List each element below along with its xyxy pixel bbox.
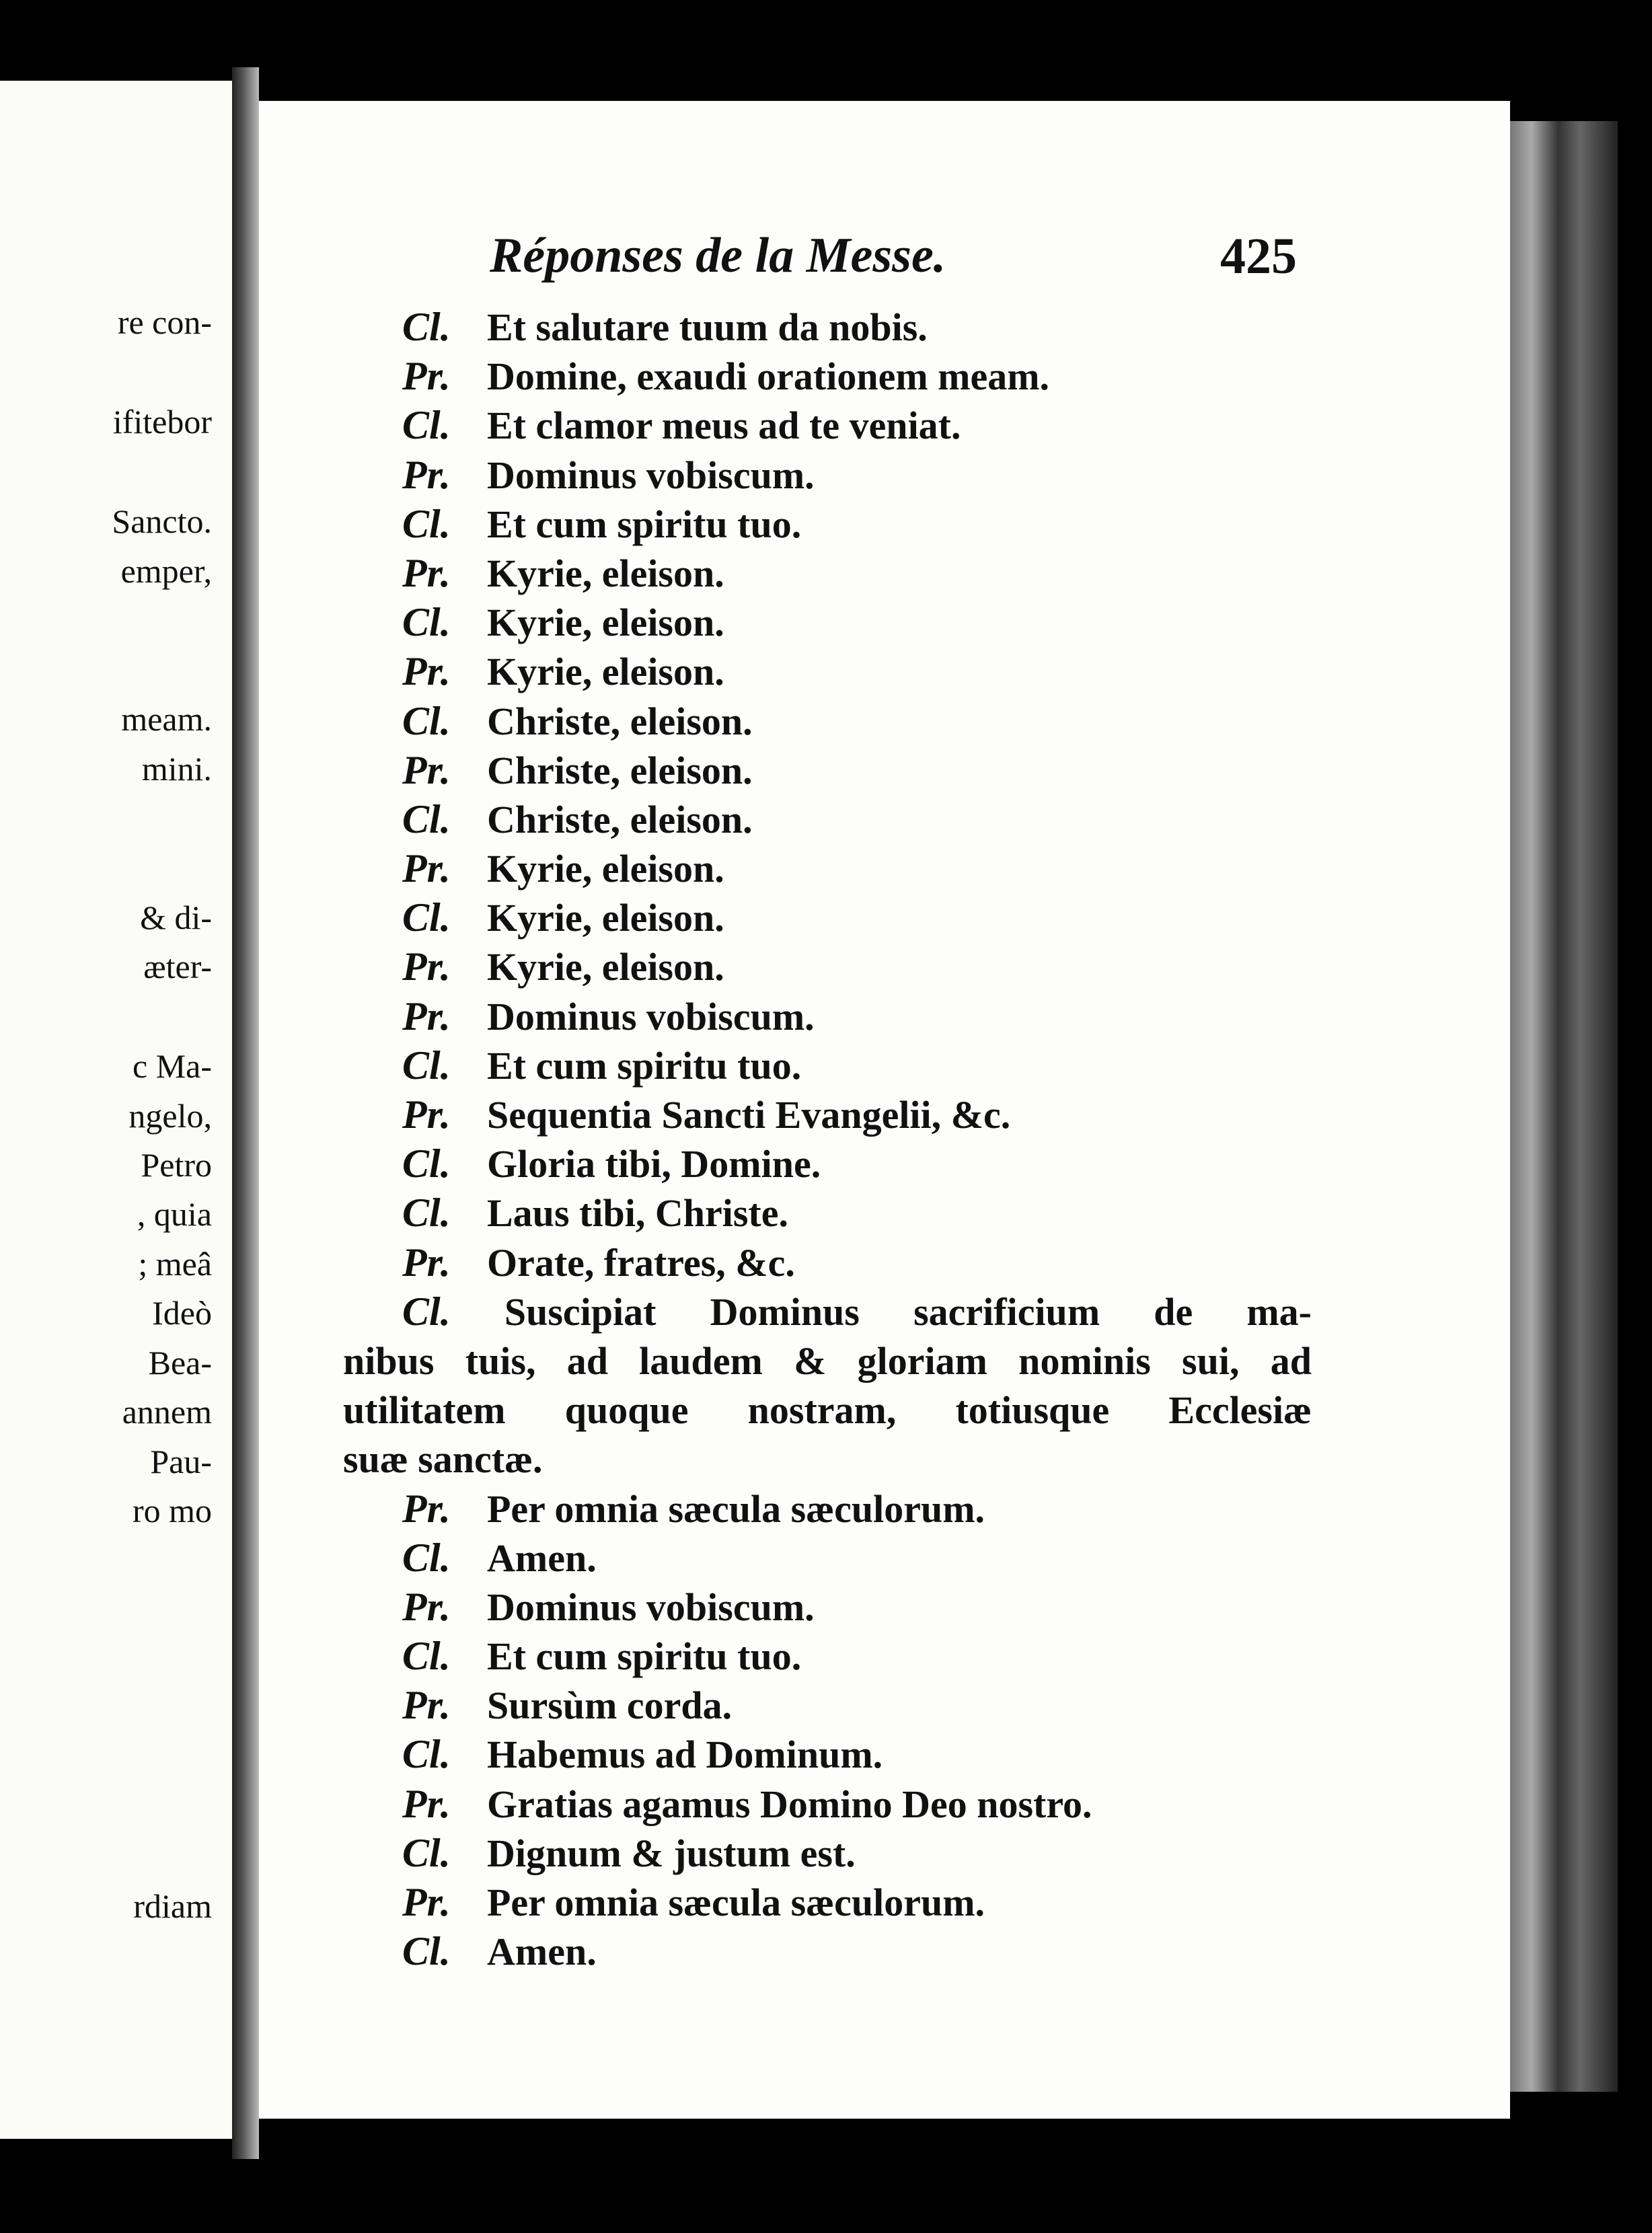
response-line — [343, 1139, 1312, 1188]
speaker-label: Pr. — [402, 550, 451, 595]
speaker-label: Pr. — [402, 1683, 451, 1728]
left-page-fragment: mini. — [141, 750, 212, 788]
left-page-fragment: Ideò — [152, 1294, 212, 1332]
response-line — [343, 1632, 1312, 1681]
left-page-fragment: , quia — [137, 1195, 212, 1233]
response-text: Kyrie, eleison. — [487, 551, 724, 595]
suscipiat-line — [343, 1287, 1312, 1336]
response-line — [343, 549, 1312, 598]
speaker-label: Cl. — [402, 305, 451, 349]
response-text: Dominus vobiscum. — [487, 1585, 815, 1629]
speaker-label: Pr. — [402, 1486, 451, 1531]
response-line — [343, 942, 1312, 991]
response-line — [343, 1681, 1312, 1730]
response-text: Et cum spiritu tuo. — [487, 1634, 802, 1679]
response-text: Christe, eleison. — [487, 699, 753, 743]
left-page-fragment: rdiam — [133, 1887, 212, 1925]
response-line — [343, 992, 1312, 1041]
speaker-label: Pr. — [402, 993, 451, 1038]
response-line — [343, 1583, 1312, 1632]
response-line — [343, 352, 1312, 401]
response-text: Sequentia Sancti Evangelii, &c. — [487, 1093, 1011, 1137]
response-text: Gratias agamus Domino Deo nostro. — [487, 1782, 1092, 1826]
left-page-fragment: ro mo — [132, 1492, 212, 1529]
response-line — [343, 697, 1312, 746]
page-number: 425 — [1220, 228, 1297, 285]
response-text: Amen. — [487, 1536, 597, 1580]
response-line — [343, 893, 1312, 942]
response-line — [343, 647, 1312, 696]
response-text: Christe, eleison. — [487, 797, 753, 841]
response-text: Per omnia sæcula sæculorum. — [487, 1486, 985, 1531]
response-line — [343, 1041, 1312, 1090]
response-text: Kyrie, eleison. — [487, 896, 724, 940]
speaker-label: Pr. — [402, 1584, 451, 1629]
response-text: Kyrie, eleison. — [487, 945, 724, 989]
speaker-label: Cl. — [402, 1190, 451, 1236]
response-line — [343, 1534, 1312, 1583]
response-line — [343, 746, 1312, 795]
response-text: Sursùm corda. — [487, 1683, 733, 1728]
response-line — [343, 451, 1312, 500]
response-line — [343, 1090, 1312, 1139]
response-text: Kyrie, eleison. — [487, 650, 724, 694]
response-text: Dominus vobiscum. — [487, 453, 815, 497]
response-text: Kyrie, eleison. — [487, 847, 724, 891]
suscipiat-text: Suscipiat Dominus sacrificium de ma- — [504, 1289, 1312, 1334]
speaker-label: Pr. — [402, 747, 451, 792]
speaker-label: Cl. — [402, 403, 451, 448]
suscipiat-line: nibus tuis, ad laudem & gloriam nominis sui, ad — [343, 1338, 1312, 1383]
responses-text — [343, 303, 1312, 1976]
speaker-label: Cl. — [402, 1289, 451, 1334]
left-page-fragment: annem — [122, 1393, 212, 1431]
response-line — [343, 401, 1312, 450]
speaker-label: Pr. — [402, 649, 451, 694]
left-page-fragment: meam. — [121, 700, 212, 738]
suscipiat-line: suæ sanctæ. — [343, 1437, 543, 1482]
response-text: Kyrie, eleison. — [487, 601, 724, 645]
response-text: Et clamor meus ad te veniat. — [487, 404, 961, 448]
left-page-fragment: æter- — [143, 948, 212, 985]
response-line — [343, 303, 1312, 352]
response-text: Et cum spiritu tuo. — [487, 502, 802, 546]
response-line — [343, 598, 1312, 647]
speaker-label: Cl. — [402, 796, 451, 841]
left-page-fragment: re con- — [117, 303, 212, 341]
response-line — [343, 1730, 1312, 1779]
left-page-fragment: ngelo, — [128, 1097, 212, 1135]
left-page-fragment: ; meâ — [138, 1245, 212, 1283]
left-page-fragment: & di- — [140, 899, 212, 936]
response-text: Laus tibi, Christe. — [487, 1191, 788, 1236]
speaker-label: Pr. — [402, 354, 451, 399]
speaker-label: Cl. — [402, 1634, 451, 1679]
speaker-label: Pr. — [402, 846, 451, 891]
response-text: Habemus ad Dominum. — [487, 1733, 883, 1777]
suscipiat-line: utilitatem quoque nostram, totiusque Ecclesiæ — [343, 1388, 1312, 1433]
left-page-fragment: Bea- — [148, 1344, 212, 1382]
response-line — [343, 1780, 1312, 1829]
speaker-label: Cl. — [402, 1141, 451, 1186]
response-text: Et salutare tuum da nobis. — [487, 305, 928, 349]
speaker-label: Pr. — [402, 944, 451, 989]
speaker-label: Pr. — [402, 1092, 451, 1137]
left-page-fragment: emper, — [120, 552, 212, 590]
book-gutter — [232, 67, 259, 2159]
response-text: Amen. — [487, 1930, 597, 1974]
speaker-label: Cl. — [402, 1535, 451, 1580]
speaker-label: Cl. — [402, 1929, 451, 1974]
speaker-label: Pr. — [402, 1240, 451, 1285]
response-line — [343, 500, 1312, 549]
response-text: Orate, fratres, &c. — [487, 1240, 795, 1285]
response-line — [343, 1829, 1312, 1878]
response-line — [343, 795, 1312, 844]
response-line — [343, 1927, 1312, 1976]
speaker-label: Pr. — [402, 452, 451, 497]
page-header — [490, 227, 1297, 295]
left-page-fragment: ifitebor — [112, 403, 212, 441]
speaker-label: Cl. — [402, 1043, 451, 1088]
response-text: Dominus vobiscum. — [487, 994, 815, 1038]
speaker-label: Cl. — [402, 501, 451, 546]
speaker-label: Cl. — [402, 600, 451, 645]
response-text: Per omnia sæcula sæculorum. — [487, 1881, 985, 1924]
response-text: Dignum & justum est. — [487, 1831, 856, 1875]
response-line — [343, 844, 1312, 893]
running-title: Réponses de la Messe. — [490, 228, 946, 283]
left-page-fragment: c Ma- — [133, 1047, 212, 1085]
response-text: Christe, eleison. — [487, 748, 753, 792]
left-page-fragment: Petro — [141, 1146, 212, 1184]
response-line — [343, 1188, 1312, 1238]
response-line — [343, 1238, 1312, 1287]
response-text: Et cum spiritu tuo. — [487, 1043, 802, 1088]
speaker-label: Pr. — [402, 1781, 451, 1826]
speaker-label: Cl. — [402, 1830, 451, 1875]
speaker-label: Cl. — [402, 698, 451, 743]
left-page-fragment: Pau- — [150, 1443, 212, 1480]
previous-page-edge — [0, 81, 232, 2139]
response-text: Domine, exaudi orationem meam. — [487, 354, 1050, 399]
speaker-label: Cl. — [402, 895, 451, 940]
response-text: Gloria tibi, Domine. — [487, 1142, 821, 1186]
left-page-fragment: Sancto. — [112, 502, 212, 540]
page-edge-binding — [1510, 121, 1618, 2092]
response-line — [343, 1484, 1312, 1534]
speaker-label: Cl. — [402, 1732, 451, 1777]
speaker-label: Pr. — [402, 1880, 451, 1924]
response-line — [343, 1878, 1312, 1927]
